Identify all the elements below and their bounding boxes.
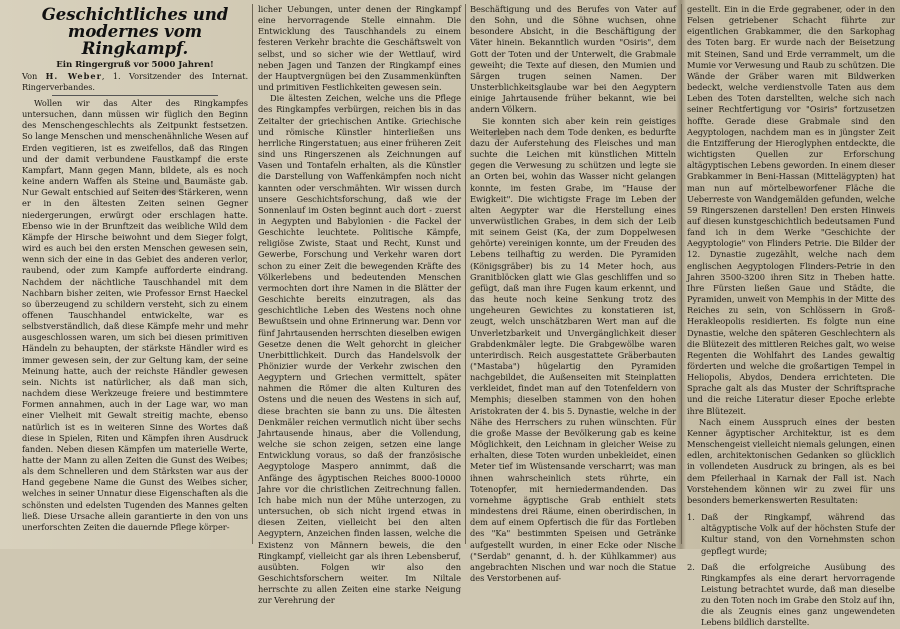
paragraph: Die ältesten Zeichen, welche uns die Pflege des Ringkampfes verbürgen, reichen bis in das Zeitalter der griechischen Antike. Griechische und römische Künstler hinterließen uns herrliche Ringerstatuen; aus einer früheren Zeit sind uns Ringerszenen als Zeichnungen auf Vasen und Tontafeln erhalten, als die Künstler die Darstellung von Waffenkämpfen noch nicht kannten oder verschmähten. Wir wissen durch unsere Geschichtsforschung, daß wie der Sonnenlauf im Osten beginnt auch dort - zuerst in Aegypten und Babylonien - die Fackel der Geschichte leuchtete. Politische Kämpfe, religiöse Zwiste, Staat und Recht, Kunst und Gewerbe, Forschung und Verkehr waren dort schon zu einer Zeit die bewegenden Kräfte des Völkerlebens und bedeutenden Menschen vermochten dort ihre Namen in die Blätter der Geschichte bereits einzutragen, als das geschichtliche Leben des Westens noch ohne Bewußtsein und ohne Erinnerung war. Denn vor fünf Jahrtausenden herrschten dieselben ewigen Gesetze denen die Welt gehorcht in gleicher Unerbittlichkeit. Durch das Handelsvolk der Phönizier wurde der Verkehr zwischen den Aegyptern und Griechen vermittelt, später nahmen die Römer die alten Kulturen des Ostens und die neuen des Westens in sich auf, diese brachten sie bann zu uns. Die ältesten Denkmäler reichen vermutlich nicht über sechs Jahrtausende hinaus, aber die Vollendung, welche sie schon zeigen, setzen eine lange Entwicklung voraus, so daß der französische Aegyptologe Maspero annimmt, daß die Anfänge des ägyptischen Reiches 8000-10000 Jahre vor die christlichen Zeitrechnung fallen. Ich habe mich nun der Mühe unterzogen, zu untersuchen, ob sich nicht irgend etwas in diesen Zeiten, vielleicht bei den alten Aegyptern, Anzeichen finden lassen, welche die Existenz von Männern beweis, die den Ringkampf, vielleicht gar als ihren Lebensberuf, ausübten. Folgen wir also den Geschichtsforschern weiter. Im Niltale herrschte zu allen Zeiten eine starke Neigung zur Verehrung der — [258, 93, 461, 606]
list-number: 1. — [687, 512, 695, 523]
list-item — [687, 562, 895, 629]
ink-blot — [150, 180, 184, 194]
paragraph: licher Uebungen, unter denen der Ringkampf eine hervorragende Stelle einnahm. Die Entwicklung des Tauschhandels zu einem festeren Verkehr brachte die Geschäftswelt von selbst, und so sicher wie der Wettlauf, wird neben Jagen und Tanzen der Ringkampf eines der Hauptvergnügen bei den Zusammenkünften und primitiven Festlichkeiten gewesen sein. — [258, 4, 461, 93]
byline — [22, 71, 248, 93]
paragraph: Beschäftigung und des Berufes von Vater auf den Sohn, und die Söhne wuchsen, ohne besondere Absicht, in die Beschäftigung der Väter hinein. Bekanntlich wurden "Osiris", dem Gott der Toten und der Unterwelt, die Grabmale geweiht; die Texte auf diesen, den Mumien und Särgen trugen seinen Namen. Der Unsterblichkeitsglaube war bei den Aegyptern einige Jahrtausende früher bekannt, wie bei andern Völkern. — [470, 4, 676, 115]
paragraph: Wollen wir das Alter des Ringkampfes untersuchen, dann müssen wir füglich den Beginn des Menschengeschlechts als Zeitpunkt festsetzen. So lange Menschen und menschenähnliche Wesen auf Erden vegitieren, ist es zweifellos, daß das Ringen und der damit verbundene Faustkampf die erste Kampfart, Mann gegen Mann, bildete, als es noch keine andern Waffen als Steine und Baumäste gab. Nur Gewalt entschied auf Seiten des Stärkeren, wenn er in den ältesten Zeiten seinen Gegner niedergerungen, erwürgt oder erschlagen hatte. Ebenso wie in der Brunftzeit das weibliche Wild dem Kämpfe der Hirsche beiwohnt und dem Sieger folgt, wird es auch bei den ersten Menschen gewesen sein, wenn sich der eine in das Gebiet des anderen verlor, raubend, oder zum Kampfe aufforderte eindrang. Nachdem der nächtliche Tauschhandel mit dem Nachbarn bisher zeiten, wie Professor Ernst Haeckel so überzeugend zu schildern versteht, sich zu einem offenen Tauschhandel entwickelte, war es selbstverständlich, daß diese Kämpfe mehr und mehr ausgeschlossen waren, um sich bei diesen primitiven Händeln zu behaupten, der stärkste Händler wird es immer gewesen sein, der zur Geltung kam, der seine Meinung hatte, auch der reichste Händler gewesen sein. Nichts ist natürlicher, als daß man sich, nachdem diese Werkzeuge freiere und bestimmtere Formen annahmen, auch in der Lage war, wo man einer Vielheit mit Gewalt streitig machte, ebenso natürlich ist es in weiteren Sinne des Wortes daß diese in Spielen, Riten und Kämpfen ihren Ausdruck fanden. Neben diesen Kämpfen um materielle Werte, hatte der Mann zu allen Zeiten die Gunst des Weibes; als dem Schnelleren und dem Stärksten war aus der Hand gegebene Name die Gunst des Weibes sicher, welches in seiner Unnatur diese Eigenschaften als die schönsten und edelsten Tugenden des Mannes gelten ließ. Diese Ursache allein garantierte in den von uns unerforschten Zeiten die dauernde Pflege körper- — [22, 98, 248, 532]
column-1 — [22, 4, 248, 546]
list-number: 2. — [687, 561, 695, 572]
paragraph: gestellt. Ein in die Erde gegrabener, oder in den Felsen getriebener Schacht führte zur eigentlichen Grabkammer, die den Sarkophag des Toten barg. Er wurde nach der Beisetzung mit Steinen, Sand und Erde verrammelt, um die Mumie vor Verwesung und Raub zu schützen. Die Wände der Gräber waren mit Bildwerken bedeckt, welche verdienstvolle Taten aus dem Leben des Toten darstellten, welche sich nach seiner Rechtfertigung vor "Osiris" fortzusetzen hoffte. Gerade diese Grabmale sind den Aegyptologen, nachdem man es in jüngster Zeit die Entzifferung der Hieroglyphen entdeckte, die wichtigsten Quellen zur Erforschung altägyptischen Lebens geworden. In einem dieser Grabkammer in Beni-Hassan (Mittelägypten) hat man nun auf mörtelbeworfener Fläche die Ueberreste von Wandgemälden gefunden, welche 59 Ringerszenen darstellen! Den ersten Hinweis auf diesen kunstgeschichtlich bedeutsamen Fund fand ich in dem Werke "Geschichte der Aegyptologie" von Flinders Petrie. Die Bilder der 12. Dynastie zugezählt, welche nach dem englischen Aegyptologen Flinders-Petrie in den Jahren 3500-3200 ihren Sitz in Theben hatte. Ihre Fürsten ließen Gaue und Städte, die Pyramiden, unweit von Memphis in der Mitte des Reiches zu sein, von Schlössern in Groß-Herakleopolis residierten. Es folgte nun eine Dynastie, welche den späteren Geschlechtern als die Blütezeit des mittleren Reiches galt, wo weise Regenten die Wohlfahrt des Landes gewaltig förderten und welche die großartigen Tempel in Heliopolis, Abydos, Dendera errichteten. Die Sprache galt als das Muster der Schriftsprache und die reiche Literatur dieser Epoche erlebte ihre Blütezeit. — [687, 4, 895, 416]
list-text: Daß der Ringkampf, während das altägyptische Volk auf der höchsten Stufe der Kultur stand, von den Vornehmsten schon gepflegt wurde; — [701, 512, 895, 556]
byline-suffix: , 1. Vorsitzender des Internat. Ringerverbandes. — [22, 71, 249, 92]
list-text: Daß die erfolgreiche Ausübung des Ringkampfes als eine derart hervorragende Leistung betrachtet wurde, daß man dieselbe zu den Toten noch im Grabe den Stolz auf ihn, die als Zeugnis eines ganz ungewendeten Lebens bildlich darstellte. — [701, 561, 895, 628]
ink-blot — [490, 130, 508, 140]
column-2 — [258, 4, 461, 606]
author-name: H. Weber — [45, 71, 102, 81]
paragraph: Nach einem Ausspruch eines der besten Kenner ägyptischer Architektur, ist es dem Menschengeist vielleicht niemals gelungen, einen edlen, architektonischen Gedanken so glücklich in vollendeten Ausdruck zu bringen, als es bei dem Pfeilerhaal in Karnak der Fall ist. Nach Vorstehendem können wir zu zwei für uns besonders bemerkenswerten Resultaten: — [687, 416, 895, 505]
list-item — [687, 512, 895, 557]
byline-prefix: Von — [22, 71, 38, 81]
column-3 — [470, 4, 676, 583]
separator-line — [52, 95, 218, 96]
article-subtitle: Ein Ringergruß vor 5000 Jahren! — [56, 60, 214, 70]
column-rule — [681, 4, 682, 544]
article-title: Geschichtliches und modernes vom Ringkampf. — [41, 5, 229, 58]
paragraph: Sie konnten sich aber kein rein geistiges Weiterleben nach dem Tode denken, es bedurfte dazu der Auferstehung des Fleisches und man suchte die Leichen mit künstlichen Mitteln gegen die Verwesung zu schützen und legte sie an Orten bei, wohin das Wasser nicht gelangen konnte, im festen Grabe, im "Hause der Ewigkeit". Die wichtigste Frage im Leben der alten Aegypter war die Herstellung eines unverwüstlichen Grabes, in dem sich der Leib mit seinem Geist (Ka, der zum Doppelwesen gehörte) vereinigen konnte, um der Freuden des Lebens teilhaftig zu werden. Die Pyramiden (Königsgräber) bis zu 14 Meter hoch, aus Granitblöcken glatt wie Glas geschliffen und so gefügt, daß man ihre Fugen kaum erkennt, und das heute noch keine Senkung trotz des ungeheuren Gewichtes zu konstatieren ist, zeugt, welch unschätzbaren Wert man auf die Unverletzbarkeit und Unvergänglichkeit dieser Grabdenkmäler legte. Die Grabgewölbe waren unterirdisch. Reich ausgestattete Gräberbauten ("Mastaba") hügelartig den Pyramiden nachgebildet, die Außenseiten mit Steinplatten verkleidet, findet man auf den Totenfeldern von Memphis; dieselben stammen von den hohen Aristokraten der 4. bis 5. Dynastie, welche in der Nähe des Herrschers zu ruhen wünschten. Für die große Masse der Bevölkerung gab es keine Möglichkeit, den Leichnam in gleicher Weise zu erhalten, diese Toten wurden unbekleidet, einen Meter tief im Wüstensande verscharrt; was man ihnen wahrscheinlich stets rührte, ein Totenopfer, mit herniedermandenden. Das vornehme ägyptische Grab enthielt stets mindestens drei Räume, einen oberirdischen, in dem auf einem Opfertisch die für das Fortleben des "Ka" bestimmten Speisen und Getränke aufgestellt wurden, in einer Ecke oder Nische ("Serdab" genannt, d. h. der Kühlkammer) aus angebrachten Nischen und war noch die Statue des Verstorbenen auf- — [470, 115, 676, 583]
result-list — [687, 512, 895, 629]
column-rule — [252, 4, 253, 544]
column-4 — [687, 4, 895, 628]
column-rule — [465, 4, 466, 544]
